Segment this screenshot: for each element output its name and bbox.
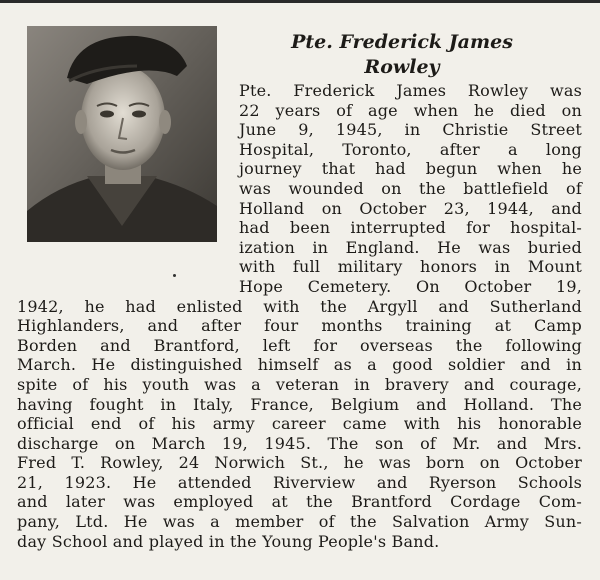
body-line: discharge on March 19, 1945. The son of Mr. and Mrs.: [17, 433, 582, 453]
body-line: Fred T. Rowley, 24 Norwich St., he was born on October: [17, 453, 582, 473]
body-line: ization in England. He was buried: [239, 237, 582, 257]
body-line: Hope Cemetery. On October 19,: [239, 276, 582, 296]
body-line: Borden and Brantford, left for overseas the following: [17, 335, 582, 355]
body-line: official end of his army career came with his honorable: [17, 414, 582, 434]
title-line-1: Pte. Frederick James: [291, 31, 513, 53]
body-line: with full military honors in Mount: [239, 257, 582, 277]
body-line: had been interrupted for hospital-: [239, 218, 582, 238]
body-line: day School and played in the Young People's Band.: [17, 531, 440, 551]
body-line: spite of his youth was a veteran in bravery and courage,: [17, 374, 582, 394]
body-line: pany, Ltd. He was a member of the Salvation Army Sun-: [17, 512, 582, 532]
body-line: and later was employed at the Brantford Cordage Com-: [17, 492, 582, 512]
body-line: having fought in Italy, France, Belgium and Holland. The: [17, 394, 582, 414]
body-line: 1942, he had enlisted with the Argyll and Sutherland: [17, 296, 582, 316]
body-line: 22 years of age when he died on: [239, 100, 582, 120]
body-line: journey that had begun when he: [239, 159, 582, 179]
body-line: March. He distinguished himself as a good soldier and in: [17, 355, 582, 375]
body-line: Pte. Frederick James Rowley was: [239, 81, 582, 100]
article-body: [17, 81, 582, 551]
body-line: Holland on October 23, 1944, and: [239, 198, 582, 218]
body-line: was wounded on the battlefield of: [239, 178, 582, 198]
body-line: Hospital, Toronto, after a long: [239, 139, 582, 159]
title-line-2: Rowley: [364, 56, 440, 78]
article-title: [262, 30, 542, 80]
top-edge-rule: [0, 0, 600, 3]
body-line: Highlanders, and after four months training at Camp: [17, 316, 582, 336]
body-line: June 9, 1945, in Christie Street: [239, 120, 582, 140]
body-line: 21, 1923. He attended Riverview and Ryerson Schools: [17, 472, 582, 492]
